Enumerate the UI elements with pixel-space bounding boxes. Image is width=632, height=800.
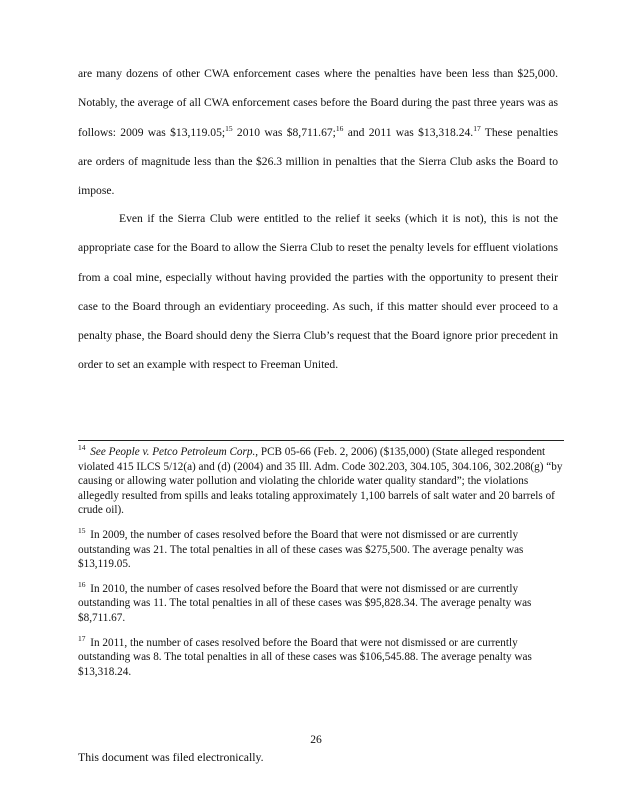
paragraph-1-segment-3: and 2011 was $13,318.24. <box>343 125 474 139</box>
body-paragraph-1 <box>78 59 558 205</box>
footnote-16 <box>78 582 564 626</box>
footnote-14-case-citation: See People v. Petco Petroleum Corp. <box>90 446 256 458</box>
paragraph-2-text: Even if the Sierra Club were entitled to the relief it seeks (which it is not), this is not the appropriate case for the Board to allow the Sierra Club to reset the penalty levels for effluent violations from a coal mine, especially without having provided the parties with the opportunity to present their case to the Board through an evidentiary proceeding. As such, if this matter should ever proceed to a penalty phase, the Board should deny the Sierra Club’s request that the Board ignore prior precedent in order to set an example with respect to Freeman United. <box>78 212 558 372</box>
footnote-mark-17: 17 <box>78 633 86 643</box>
footnote-ref-17: 17 <box>473 123 481 133</box>
footnote-17-text: In 2011, the number of cases resolved before the Board that were not dismissed or are currently outstanding was 8. The total penalties in all of these cases was $106,545.88. The average penalty was $13,318.24. <box>78 636 532 678</box>
paragraph-1-segment-1: are many dozens of other CWA enforcement cases where the penalties have been less than $25,000. Notably, the average of all CWA enforcement cases before the Board during the past three years was as follows: 2009 was $13,119.05; <box>78 67 558 139</box>
footnote-mark-15: 15 <box>78 526 86 536</box>
footnote-ref-16: 16 <box>335 123 344 133</box>
footnote-14 <box>78 445 564 518</box>
footnote-15-text: In 2009, the number of cases resolved before the Board that were not dismissed or are currently outstanding was 21. The total penalties in all of these cases was $275,500. The average penalty was $13,119.05. <box>78 528 524 571</box>
footnote-14-text: , PCB 05-66 (Feb. 2, 2006) ($135,000) (State alleged respondent violated 415 ILCS 5/12(a) and (d) (2004) and 35 Ill. Adm. Code 302.203, 304.105, 304.106, 302.208(g) “by causing or allowing water pollution and violating the chloride water quality standard”; the violations allegedly resulted from spills and leaks totaling approximately 1,100 barrels of salt water and 20 barrels of crude oil). <box>78 446 563 517</box>
footnote-ref-15: 15 <box>225 123 233 133</box>
footnote-separator <box>78 440 564 441</box>
footnote-16-text: In 2010, the number of cases resolved before the Board that were not dismissed or are currently outstanding was 11. The total penalties in all of these cases was $95,828.34. The average penalty was $8,711.67. <box>78 582 532 624</box>
paragraph-1-text <box>78 59 558 205</box>
footnote-mark-14: 14 <box>78 443 86 453</box>
footnote-mark-16: 16 <box>78 580 86 590</box>
filed-electronically-note: This document was filed electronically. <box>78 750 264 764</box>
footnote-15 <box>78 528 564 572</box>
footnotes-section <box>78 445 564 689</box>
footnote-17 <box>78 633 564 680</box>
paragraph-1-segment-2: 2010 was $8,711.67; <box>232 125 336 139</box>
paragraph-1-segment-4: These penalties are orders of magnitude less than the $26.3 million in penalties that the Sierra Club asks the Board to impose. <box>78 125 558 198</box>
body-paragraph-2 <box>78 204 558 380</box>
page-number: 26 <box>310 733 322 746</box>
